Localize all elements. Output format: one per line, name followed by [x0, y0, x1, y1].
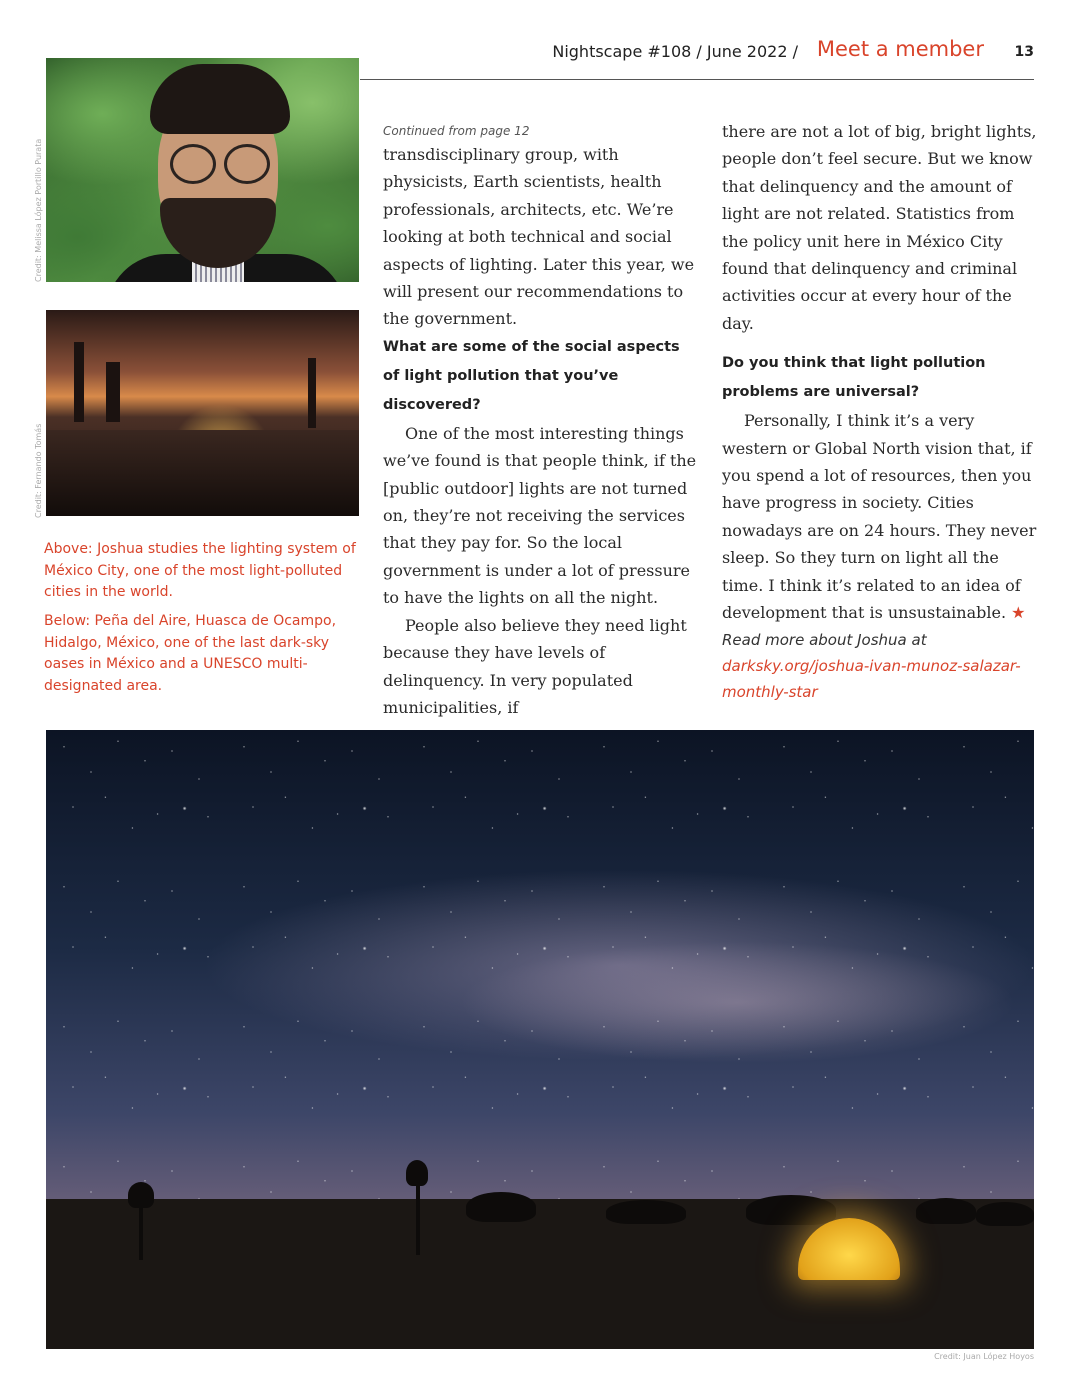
- milky-way-photo: [46, 730, 1034, 1349]
- palm-trunk: [139, 1200, 143, 1260]
- interview-question: Do you think that light pollution problems are universal?: [722, 355, 986, 401]
- glasses-right-lens: [224, 144, 270, 184]
- tree-silhouette: [746, 1195, 836, 1225]
- read-more-label: Read more about Joshua at: [722, 630, 927, 649]
- portrait-hair: [150, 64, 290, 134]
- paragraph: People also believe they need light because they have levels of delinquency. In very populated municipalities, if: [383, 615, 687, 717]
- tree-silhouette: [466, 1192, 536, 1222]
- city-night-photo: [46, 310, 359, 516]
- section-title: Meet a member: [816, 37, 984, 61]
- caption-above: Above: Joshua studies the lighting system of México City, one of the most light-polluted cities in the world.: [44, 541, 356, 600]
- paragraph-text: Personally, I think it’s a very western or Global North vision that, if you spend a lot of resources, then you have progress in society. Cities nowadays are on 24 hours. They never sleep. So they turn on light all the time. I think it’s related to an idea of development that is unsustainable.: [722, 411, 1037, 623]
- issue-label: Nightscape #108 / June 2022 /: [552, 42, 798, 61]
- interview-question: What are some of the social aspects of light pollution that you’ve discovered?: [383, 338, 680, 413]
- caption-below: Below: Peña del Aire, Huasca de Ocampo, Hidalgo, México, one of the last dark-sky oases in México and a UNESCO multi-designated area.: [44, 613, 337, 694]
- profile-link[interactable]: darksky.org/joshua-ivan-munoz-salazar-monthly-star: [722, 656, 1021, 701]
- palm-tree: [128, 1182, 154, 1208]
- sky-credit: Credit: Juan López Hoyos: [934, 1352, 1034, 1361]
- portrait-photo: [46, 58, 359, 282]
- glasses-left-lens: [170, 144, 216, 184]
- read-more: [722, 627, 1038, 705]
- tree-trunk: [416, 1175, 420, 1255]
- paragraph: there are not a lot of big, bright lights, people don’t feel secure. But we know that delinquency and the amount of light are not related. Statistics from the policy unit here in México City found that delinquency and criminal activities occur at every hour of the day.: [722, 122, 1037, 333]
- city-building: [106, 362, 120, 422]
- city-tower: [74, 342, 84, 422]
- page-header: [360, 36, 1034, 80]
- tree-silhouette: [606, 1200, 686, 1224]
- city-spire: [308, 358, 316, 428]
- portrait-credit: Credit: Melissa López Portillo Purata: [34, 138, 43, 282]
- tree-silhouette: [916, 1198, 976, 1224]
- tree-silhouette: [406, 1160, 428, 1186]
- paragraph: transdisciplinary group, with physicists, Earth scientists, health professionals, architects, etc. We’re looking at both technical and social aspects of lighting. Later this year, we will present our recommendations to the government.: [383, 145, 695, 329]
- city-credit: Credit: Fernando Tomás: [34, 423, 43, 518]
- paragraph: One of the most interesting things we’ve found is that people think, if the [public outdoor] lights are not turned on, they’re not receiving the services that they pay for. So the local government is under a lot of pressure to have the lights on all the night.: [383, 423, 697, 608]
- end-mark-star-icon: ★: [1011, 603, 1026, 623]
- continued-note: Continued from page 12: [383, 124, 530, 138]
- article-column-2: [722, 118, 1038, 705]
- paragraph: [722, 407, 1038, 626]
- tree-silhouette: [976, 1202, 1034, 1226]
- article-column-1: [383, 121, 699, 721]
- page-number: 13: [1014, 44, 1034, 60]
- city-rooftops: [46, 430, 359, 516]
